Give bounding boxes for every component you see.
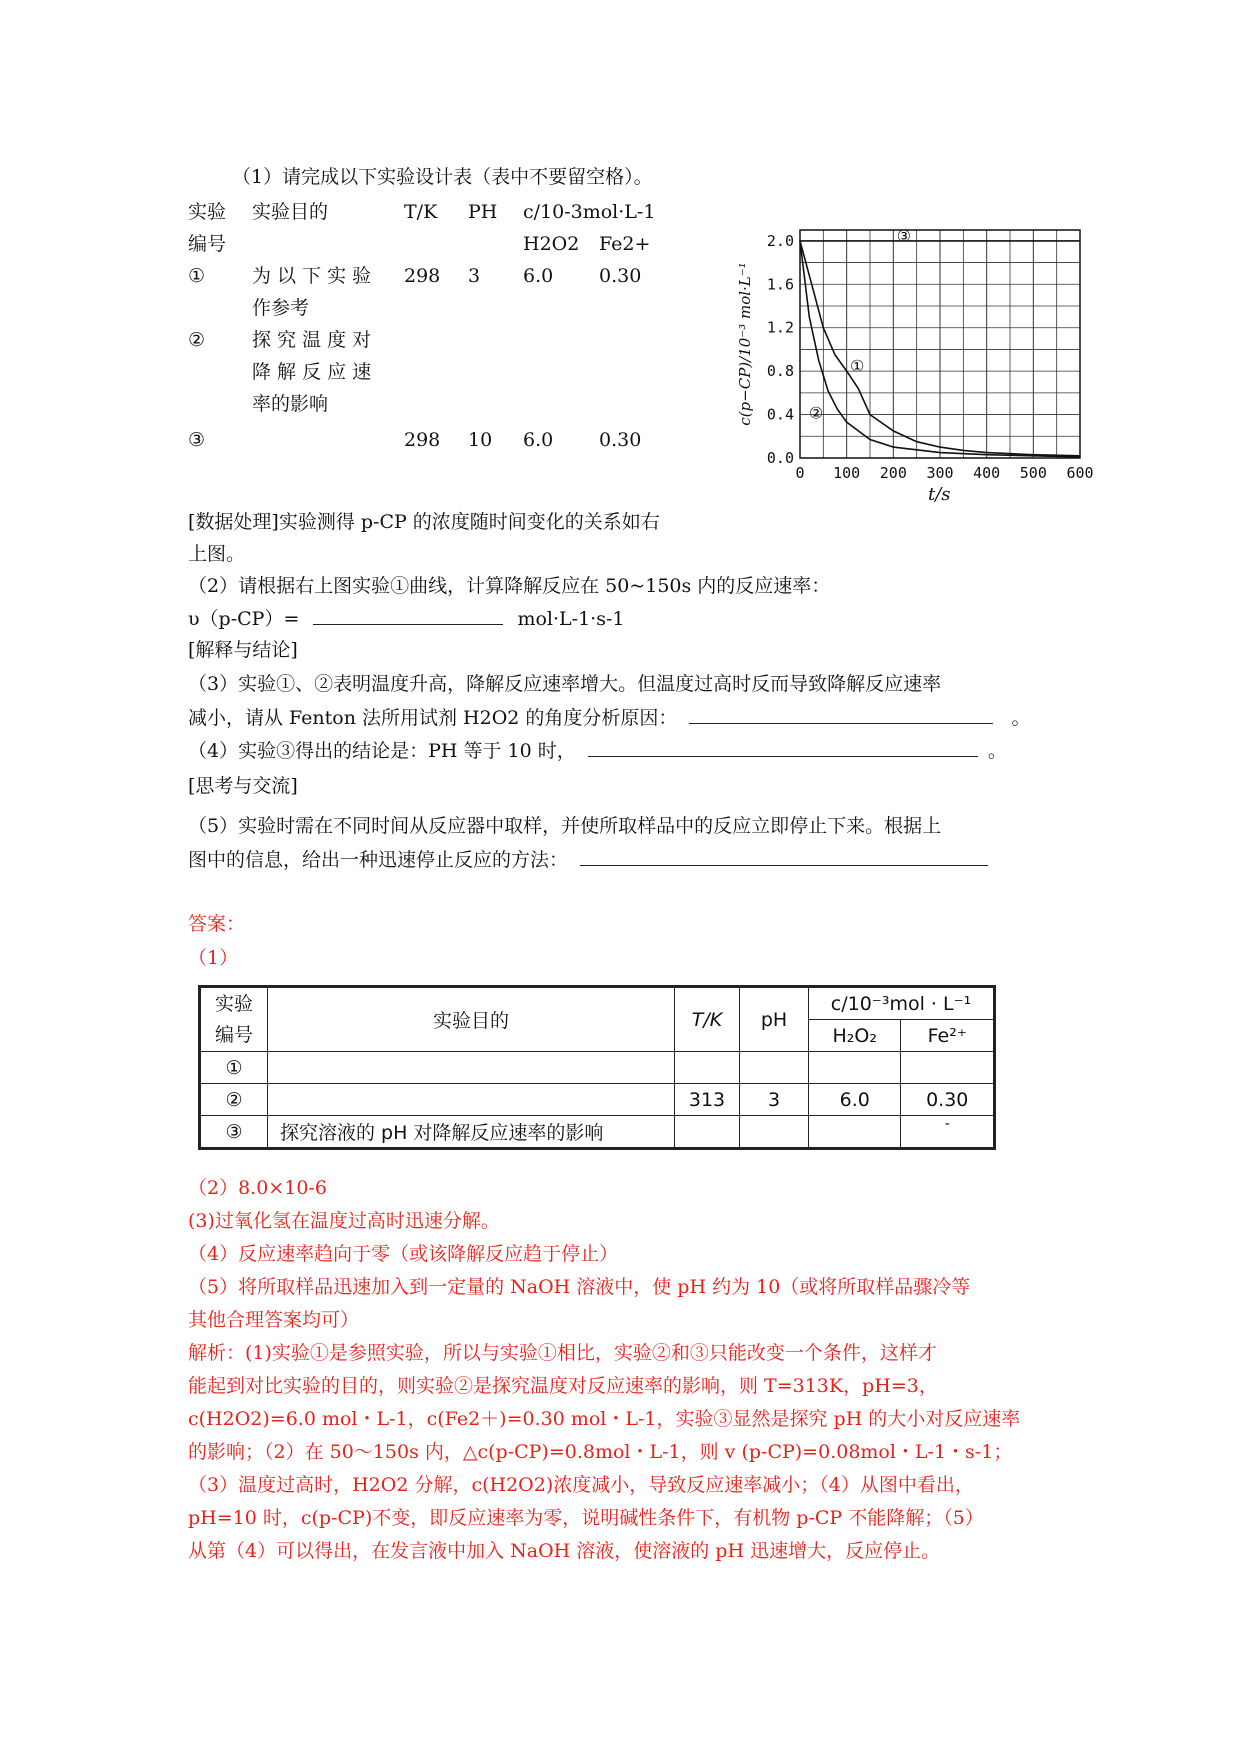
data-point (834, 354, 835, 355)
y-tick-label: 1.2 (766, 318, 794, 337)
data-point (1079, 456, 1080, 457)
question-4-line (188, 734, 1007, 767)
explain-heading: [解释与结论] (188, 639, 298, 661)
rate-unit: mol·L-1·s-1 (517, 608, 625, 630)
data-point (858, 388, 859, 389)
data-point (939, 452, 940, 453)
row3-ph: 10 (468, 429, 493, 451)
y-tick-label: 1.6 (766, 275, 794, 294)
y-tick-label: 0.4 (766, 405, 794, 424)
analysis-line4: 的影响；（2）在 50～150s 内，△c(p-CP)=0.8mol・L-1，则 v (p-CP)=0.08mol・L-1・s-1； (188, 1441, 1013, 1463)
header-no-line2: 编号 (188, 233, 227, 255)
data-point (869, 414, 870, 415)
data-point (893, 240, 894, 241)
ans-row2-no: ② (200, 1084, 268, 1116)
data-point (827, 390, 828, 391)
row3-t: 298 (404, 429, 441, 451)
answer-blank-5[interactable] (580, 843, 988, 866)
data-point (846, 371, 847, 372)
data-point (823, 327, 824, 328)
data-point (846, 422, 847, 423)
x-tick-label: 200 (879, 464, 907, 482)
concentration-time-chart (730, 218, 1100, 518)
row3-no: ③ (188, 429, 206, 451)
row1-purpose-line1: 为 以 下 实 验 (252, 265, 372, 287)
header-fe: Fe2+ (599, 233, 651, 255)
ans-row1-h2o2 (809, 1052, 901, 1084)
question-2-formula (188, 602, 624, 635)
ans-row2-fe: 0.30 (901, 1084, 995, 1116)
ans-row3-t (675, 1116, 740, 1149)
question-4-end: 。 (987, 740, 1007, 762)
ans-row3-fe: - (901, 1116, 995, 1149)
ans-row2-h2o2: 6.0 (809, 1084, 901, 1116)
analysis-line7: 从第（4）可以得出，在发言液中加入 NaOH 溶液，使溶液的 pH 迅速增大，反应停止。 (188, 1540, 941, 1562)
row1-purpose-line2: 作参考 (252, 297, 310, 319)
data-processing-line2: 上图。 (188, 543, 246, 565)
question-3-line1: （3）实验①、②表明温度升高，降解反应速率增大。但温度过高时反而导致降解反应速率 (188, 673, 942, 695)
rate-label: υ（p-CP）= (188, 608, 300, 630)
row1-t: 298 (404, 265, 441, 287)
data-point (939, 240, 940, 241)
analysis-line2: 能起到对比实验的目的，则实验②是探究温度对反应速率的影响，则 T=313K，pH=3， (188, 1375, 938, 1397)
x-axis-label: t/s (928, 484, 951, 505)
series-label: ③ (896, 226, 912, 246)
answer-blank-3[interactable] (689, 701, 993, 724)
data-point (1033, 240, 1034, 241)
series-label: ② (808, 403, 824, 423)
data-point (916, 441, 917, 442)
answer-blank-2[interactable] (313, 602, 503, 625)
row2-purpose-line2: 降 解 反 应 速 (252, 361, 372, 383)
ans-row2-t: 313 (675, 1084, 740, 1116)
y-tick-label: 0.0 (766, 449, 794, 467)
answer-1-label: （1） (188, 947, 239, 969)
ans-header-h2o2: H₂O₂ (809, 1020, 901, 1052)
header-ph: PH (468, 201, 498, 223)
ans-header-c: c/10⁻³mol · L⁻¹ (809, 987, 995, 1020)
answer-blank-4[interactable] (588, 734, 978, 757)
ans-header-no-line1: 实验 (214, 992, 253, 1015)
data-point (893, 430, 894, 431)
header-no-line1: 实验 (188, 201, 227, 223)
row2-purpose-line3: 率的影响 (252, 393, 329, 415)
x-tick-label: 500 (1019, 464, 1047, 482)
analysis-line6: pH=10 时，c(p-CP)不变，即反应速率为零，说明碱性条件下，有机物 p-CP 不能降解；（5） (188, 1507, 984, 1529)
data-point (799, 240, 800, 241)
series-label: ① (850, 356, 865, 376)
ans-row3-ph (740, 1116, 809, 1149)
question-2-text: （2）请根据右上图实验①曲线，计算降解反应在 50~150s 内的反应速率： (188, 575, 831, 597)
think-heading: [思考与交流] (188, 775, 298, 797)
ans-row1-ph (740, 1052, 809, 1084)
ans-row3-h2o2 (809, 1116, 901, 1149)
row3-fe: 0.30 (599, 429, 642, 451)
data-point (963, 450, 964, 451)
data-point (986, 240, 987, 241)
data-point (939, 447, 940, 448)
data-point (846, 240, 847, 241)
answer-label: 答案： (188, 913, 246, 935)
analysis-line5: （3）温度过高时，H2O2 分解，c(H2O2)浓度减小，导致反应速率减小；（4）从图中看出， (188, 1474, 974, 1496)
data-point (809, 316, 810, 317)
data-point (818, 360, 819, 361)
row1-fe: 0.30 (599, 265, 642, 287)
data-point (811, 284, 812, 285)
header-concentration: c/10-3mol·L-1 (523, 201, 656, 223)
header-temperature: T/K (404, 201, 438, 223)
answer-3: (3)过氧化氢在温度过高时迅速分解。 (188, 1210, 500, 1232)
question-5-line2-text: 图中的信息，给出一种迅速停止反应的方法： (188, 849, 569, 871)
ans-row1-purpose (268, 1052, 675, 1084)
ans-row3-purpose: 探究溶液的 pH 对降解反应速率的影响 (268, 1116, 675, 1149)
ans-row1-t (675, 1052, 740, 1084)
ans-row2-ph: 3 (740, 1084, 809, 1116)
question-4-text: （4）实验③得出的结论是：PH 等于 10 时， (188, 740, 576, 762)
data-point (893, 447, 894, 448)
row2-no: ② (188, 329, 206, 351)
ans-row2-purpose (268, 1084, 675, 1116)
ans-row1-no: ① (200, 1052, 268, 1084)
ans-header-ph: pH (740, 987, 809, 1052)
ans-header-no (200, 987, 268, 1052)
data-point (1033, 455, 1034, 456)
y-tick-label: 0.8 (766, 362, 794, 381)
answer-5-line2: 其他合理答案均可） (188, 1309, 360, 1331)
header-purpose: 实验目的 (252, 201, 329, 223)
data-point (986, 452, 987, 453)
data-point (869, 439, 870, 440)
y-axis-label: c(p−CP)/10⁻³ mol·L⁻¹ (736, 262, 754, 426)
analysis-line1: 解析：(1)实验①是参照实验，所以与实验①相比，实验②和③只能改变一个条件，这样才 (188, 1342, 937, 1364)
x-tick-label: 600 (1066, 464, 1094, 482)
question-3-line2-text: 减小，请从 Fenton 法所用试剂 H2O2 的角度分析原因： (188, 707, 678, 729)
ans-header-fe: Fe²⁺ (901, 1020, 995, 1052)
answer-2: （2）8.0×10-6 (188, 1177, 327, 1199)
y-tick-label: 2.0 (766, 231, 794, 250)
x-tick-label: 400 (973, 464, 1001, 482)
row1-ph: 3 (468, 265, 481, 287)
data-processing-line1: [数据处理]实验测得 p-CP 的浓度随时间变化的关系如右 (188, 511, 660, 533)
x-tick-label: 100 (833, 464, 861, 482)
ans-header-t: T/K (675, 987, 740, 1052)
question-3-end: 。 (1011, 707, 1031, 729)
ans-header-purpose: 实验目的 (268, 987, 675, 1052)
ans-row1-fe (901, 1052, 995, 1084)
x-tick-label: 300 (926, 464, 954, 482)
row3-h2o2: 6.0 (523, 429, 554, 451)
answer-4: （4）反应速率趋向于零（或该降解反应趋于停止） (188, 1243, 619, 1265)
question-3-line2 (188, 701, 1031, 734)
row2-purpose-line1: 探 究 温 度 对 (252, 329, 372, 351)
x-tick-label: 0 (795, 464, 805, 482)
ans-row3-no: ③ (200, 1116, 268, 1149)
question-5-line1: （5）实验时需在不同时间从反应器中取样，并使所取样品中的反应立即停止下来。根据上 (188, 815, 942, 837)
row1-no: ① (188, 265, 206, 287)
data-point (986, 454, 987, 455)
row1-h2o2: 6.0 (523, 265, 554, 287)
question-1-text: （1）请完成以下实验设计表（表中不要留空格）。 (232, 166, 653, 188)
ans-header-no-line2: 编号 (214, 1023, 253, 1046)
data-point (1079, 240, 1080, 241)
question-5-line2 (188, 843, 988, 876)
answer-5-line1: （5）将所取样品迅速加入到一定量的 NaOH 溶液中，使 pH 约为 10（或将所取样品骤冷等 (188, 1276, 971, 1298)
header-h2o2: H2O2 (523, 233, 580, 255)
analysis-line3: c(H2O2)=6.0 mol・L-1，c(Fe2＋)=0.30 mol・L-1，实验③显然是探究 pH 的大小对反应速率 (188, 1408, 1021, 1430)
data-point (837, 409, 838, 410)
answer-table (198, 985, 996, 1150)
